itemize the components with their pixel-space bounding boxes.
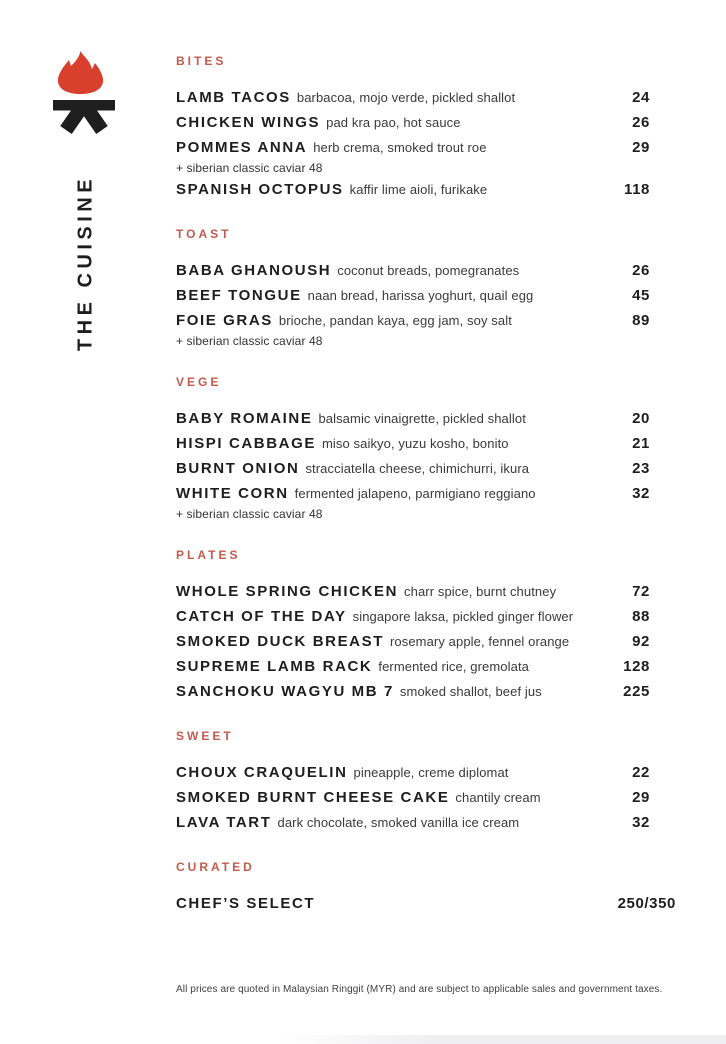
item-name: SUPREME LAMB RACK bbox=[176, 658, 373, 675]
item-price: 26 bbox=[632, 262, 650, 279]
menu-section-toast bbox=[176, 227, 676, 350]
menu-item bbox=[176, 579, 676, 604]
item-price: 128 bbox=[623, 658, 650, 675]
menu-item-text bbox=[176, 431, 632, 456]
item-price: 20 bbox=[632, 410, 650, 427]
menu-item bbox=[176, 785, 676, 810]
menu-item-text bbox=[176, 629, 632, 654]
item-price: 29 bbox=[632, 139, 650, 156]
flame-icon bbox=[58, 51, 103, 94]
page-edge-shadow bbox=[0, 1035, 726, 1044]
brand-logo bbox=[50, 46, 116, 138]
menu-section-vege bbox=[176, 375, 676, 523]
menu-item-text bbox=[176, 481, 632, 506]
menu-item bbox=[176, 481, 676, 506]
menu-item bbox=[176, 177, 676, 202]
item-addon: + siberian classic caviar 48 bbox=[176, 161, 323, 175]
menu-section-bites bbox=[176, 54, 676, 202]
item-addon: + siberian classic caviar 48 bbox=[176, 507, 323, 521]
item-description: balsamic vinaigrette, pickled shallot bbox=[318, 411, 526, 426]
menu-item bbox=[176, 891, 676, 916]
menu-item-text bbox=[176, 283, 632, 308]
item-name: SANCHOKU WAGYU MB 7 bbox=[176, 683, 394, 700]
item-name: LAVA TART bbox=[176, 814, 272, 831]
menu-item bbox=[176, 604, 676, 629]
menu-section-plates bbox=[176, 548, 676, 704]
menu-item-text bbox=[176, 891, 618, 916]
item-description: fermented rice, gremolata bbox=[378, 659, 529, 674]
item-description: kaffir lime aioli, furikake bbox=[349, 182, 488, 197]
menu-item bbox=[176, 654, 676, 679]
menu-item bbox=[176, 431, 676, 456]
menu-item-text bbox=[176, 308, 632, 333]
item-name: POMMES ANNA bbox=[176, 139, 308, 156]
item-description: herb crema, smoked trout roe bbox=[313, 140, 487, 155]
brand-title: THE CUISINE bbox=[74, 174, 97, 352]
item-price: 72 bbox=[632, 583, 650, 600]
section-label-vege: VEGE bbox=[176, 375, 222, 389]
item-description: singapore laksa, pickled ginger flower bbox=[352, 609, 574, 624]
item-price: 26 bbox=[632, 114, 650, 131]
section-label-bites: BITES bbox=[176, 54, 227, 68]
item-description: pad kra pao, hot sauce bbox=[326, 115, 461, 130]
item-price: 32 bbox=[632, 485, 650, 502]
menu-item bbox=[176, 760, 676, 785]
menu-item-text bbox=[176, 654, 623, 679]
menu-item bbox=[176, 308, 676, 333]
item-price: 29 bbox=[632, 789, 650, 806]
menu-item-text bbox=[176, 406, 632, 431]
menu-item bbox=[176, 135, 676, 160]
menu-item-text bbox=[176, 760, 632, 785]
item-name: BURNT ONION bbox=[176, 460, 300, 477]
menu-item bbox=[176, 258, 676, 283]
item-price: 21 bbox=[632, 435, 650, 452]
menu-item bbox=[176, 406, 676, 431]
item-description: smoked shallot, beef jus bbox=[399, 684, 542, 699]
item-name: WHOLE SPRING CHICKEN bbox=[176, 583, 399, 600]
footer-note: All prices are quoted in Malaysian Ringgit (MYR) and are subject to applicable sales and government taxes. bbox=[176, 984, 663, 995]
item-price: 24 bbox=[632, 89, 650, 106]
item-price: 250/350 bbox=[617, 895, 676, 912]
item-name: CATCH OF THE DAY bbox=[176, 608, 347, 625]
item-name: BEEF TONGUE bbox=[176, 287, 302, 304]
menu-content bbox=[176, 54, 676, 941]
item-name: HISPI CABBAGE bbox=[176, 435, 316, 452]
item-name: LAMB TACOS bbox=[176, 89, 291, 106]
campfire-icon bbox=[50, 46, 116, 138]
menu-item bbox=[176, 110, 676, 135]
item-description: coconut breads, pomegranates bbox=[337, 263, 520, 278]
item-name: CHOUX CRAQUELIN bbox=[176, 764, 348, 781]
menu-item-text bbox=[176, 785, 632, 810]
item-price: 89 bbox=[632, 312, 650, 329]
menu-item-text bbox=[176, 135, 632, 160]
menu-item-text bbox=[176, 679, 623, 704]
menu-section-sweet bbox=[176, 729, 676, 835]
menu-item-text bbox=[176, 810, 632, 835]
item-price: 22 bbox=[632, 764, 650, 781]
item-price: 23 bbox=[632, 460, 650, 477]
item-addon: + siberian classic caviar 48 bbox=[176, 334, 323, 348]
item-description: chantily cream bbox=[455, 790, 541, 805]
item-name: SMOKED DUCK BREAST bbox=[176, 633, 384, 650]
item-name: CHICKEN WINGS bbox=[176, 114, 321, 131]
item-name: SPANISH OCTOPUS bbox=[176, 181, 344, 198]
item-name: CHEF’S SELECT bbox=[176, 895, 316, 912]
item-price: 88 bbox=[632, 608, 650, 625]
menu-item bbox=[176, 456, 676, 481]
menu-item-text bbox=[176, 456, 632, 481]
item-description: charr spice, burnt chutney bbox=[404, 584, 557, 599]
menu-item-text bbox=[176, 258, 632, 283]
item-price: 45 bbox=[632, 287, 650, 304]
menu-section-curated bbox=[176, 860, 676, 916]
item-description: pineapple, creme diplomat bbox=[353, 765, 509, 780]
menu-item-text bbox=[176, 177, 624, 202]
menu-item-text bbox=[176, 85, 632, 110]
item-name: SMOKED BURNT CHEESE CAKE bbox=[176, 789, 450, 806]
section-label-plates: PLATES bbox=[176, 548, 241, 562]
section-label-curated: CURATED bbox=[176, 860, 255, 874]
item-description: stracciatella cheese, chimichurri, ikura bbox=[305, 461, 530, 476]
item-name: BABY ROMAINE bbox=[176, 410, 313, 427]
item-description: dark chocolate, smoked vanilla ice cream bbox=[277, 815, 520, 830]
item-description: miso saikyo, yuzu kosho, bonito bbox=[321, 436, 509, 451]
section-label-sweet: SWEET bbox=[176, 729, 234, 743]
item-name: WHITE CORN bbox=[176, 485, 289, 502]
item-name: FOIE GRAS bbox=[176, 312, 273, 329]
menu-item bbox=[176, 810, 676, 835]
item-description: brioche, pandan kaya, egg jam, soy salt bbox=[278, 313, 512, 328]
item-description: rosemary apple, fennel orange bbox=[389, 634, 570, 649]
menu-item-text bbox=[176, 604, 632, 629]
item-description: naan bread, harissa yoghurt, quail egg bbox=[307, 288, 534, 303]
menu-item-text bbox=[176, 110, 632, 135]
menu-item bbox=[176, 679, 676, 704]
item-description: barbacoa, mojo verde, pickled shallot bbox=[296, 90, 516, 105]
menu-item bbox=[176, 629, 676, 654]
item-name: BABA GHANOUSH bbox=[176, 262, 332, 279]
item-description: fermented jalapeno, parmigiano reggiano bbox=[294, 486, 536, 501]
item-price: 92 bbox=[632, 633, 650, 650]
item-price: 225 bbox=[623, 683, 650, 700]
menu-item-text bbox=[176, 579, 632, 604]
section-label-toast: TOAST bbox=[176, 227, 232, 241]
menu-item bbox=[176, 85, 676, 110]
item-price: 118 bbox=[624, 181, 650, 198]
menu-item bbox=[176, 283, 676, 308]
item-price: 32 bbox=[632, 814, 650, 831]
